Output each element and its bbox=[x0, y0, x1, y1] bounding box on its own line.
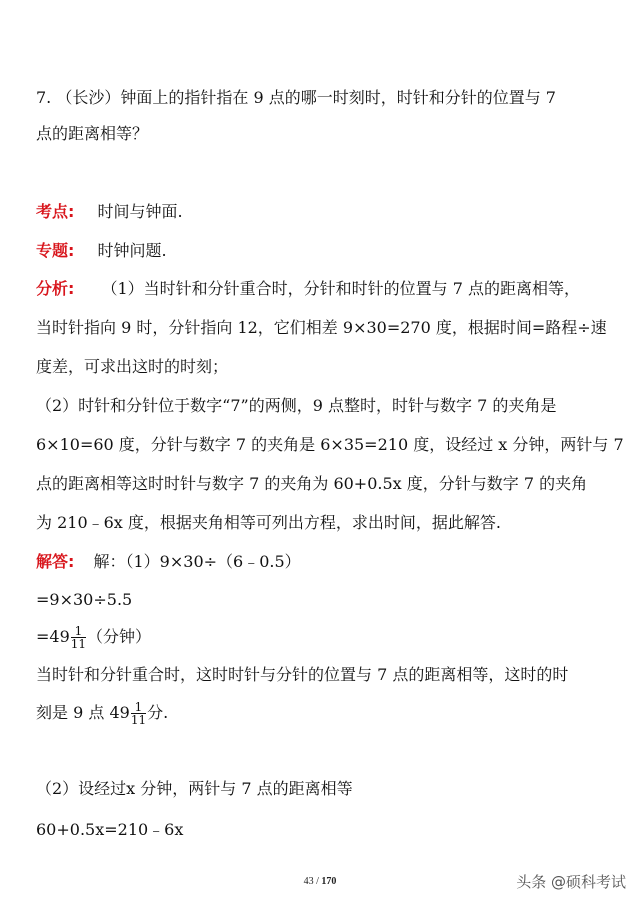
fenxi-line-7: 为 210﹣6x 度，根据夹角相等可列出方程，求出时间，据此解答. bbox=[36, 513, 502, 532]
jieda-line-4: 当时针和分针重合时，这时时针与分针的位置与 7 点的距离相等，这时的时 bbox=[36, 665, 569, 684]
fenxi-row bbox=[36, 279, 580, 299]
fenxi-line-3: 度差，可求出这时的时刻； bbox=[36, 357, 229, 376]
jieda-line-5-post: 分. bbox=[147, 703, 169, 722]
kaodian-row bbox=[36, 202, 183, 222]
question-line-2: 点的距离相等？ bbox=[36, 124, 149, 143]
page-total: 170 bbox=[321, 876, 337, 887]
fraction-1-11 bbox=[71, 625, 86, 650]
fraction-denominator: 11 bbox=[130, 713, 147, 727]
page-separator: / bbox=[313, 876, 322, 887]
fraction-denominator: 11 bbox=[70, 637, 87, 651]
fraction-1-11-b bbox=[131, 701, 146, 726]
zhuanti-text: 时钟问题. bbox=[97, 241, 167, 260]
page-current: 43 bbox=[303, 876, 314, 887]
jieda-line-3-post: （分钟） bbox=[87, 627, 152, 646]
jieda-line-5-pre: 刻是 9 点 49 bbox=[36, 703, 130, 722]
fenxi-line-1: （1）当时针和分针重合时，分针和时针的位置与 7 点的距离相等， bbox=[101, 279, 581, 298]
watermark: 头条 @硕科考试 bbox=[516, 873, 626, 891]
jieda-line-3 bbox=[36, 622, 151, 652]
fenxi-line-2: 当时针指向 9 时，分针指向 12，它们相差 9×30=270 度，根据时间=路程÷速 bbox=[36, 318, 607, 337]
jieda-label: 解答: bbox=[36, 552, 75, 571]
fenxi-line-4: （2）时针和分针位于数字“7”的两侧，9 点整时，时针与数字 7 的夹角是 bbox=[36, 396, 557, 415]
question-line-1: 7. （长沙）钟面上的指针指在 9 点的哪一时刻时，时针和分针的位置与 7 bbox=[36, 88, 556, 107]
kaodian-label: 考点: bbox=[36, 202, 75, 221]
zhuanti-row bbox=[36, 241, 167, 261]
jieda-line-1: 解：（1）9×30÷（6﹣0.5） bbox=[93, 552, 301, 571]
jieda-line-6: （2）设经过x 分钟，两针与 7 点的距离相等 bbox=[36, 779, 353, 798]
fraction-numerator: 1 bbox=[71, 625, 86, 638]
jieda-row bbox=[36, 552, 301, 572]
jieda-line-3-pre: =49 bbox=[36, 627, 70, 646]
jieda-line-2: =9×30÷5.5 bbox=[36, 590, 133, 609]
kaodian-text: 时间与钟面. bbox=[97, 202, 183, 221]
fenxi-label: 分析: bbox=[36, 279, 75, 298]
fenxi-line-5: 6×10=60 度，分针与数字 7 的夹角是 6×35=210 度，设经过 x 分钟，两针与 7 bbox=[36, 435, 624, 454]
fraction-numerator: 1 bbox=[131, 701, 146, 714]
jieda-line-7: 60+0.5x=210﹣6x bbox=[36, 820, 184, 839]
fenxi-line-6: 点的距离相等这时时针与数字 7 的夹角为 60+0.5x 度，分针与数字 7 的夹角 bbox=[36, 474, 588, 493]
jieda-line-5 bbox=[36, 698, 168, 728]
zhuanti-label: 专题: bbox=[36, 241, 75, 260]
